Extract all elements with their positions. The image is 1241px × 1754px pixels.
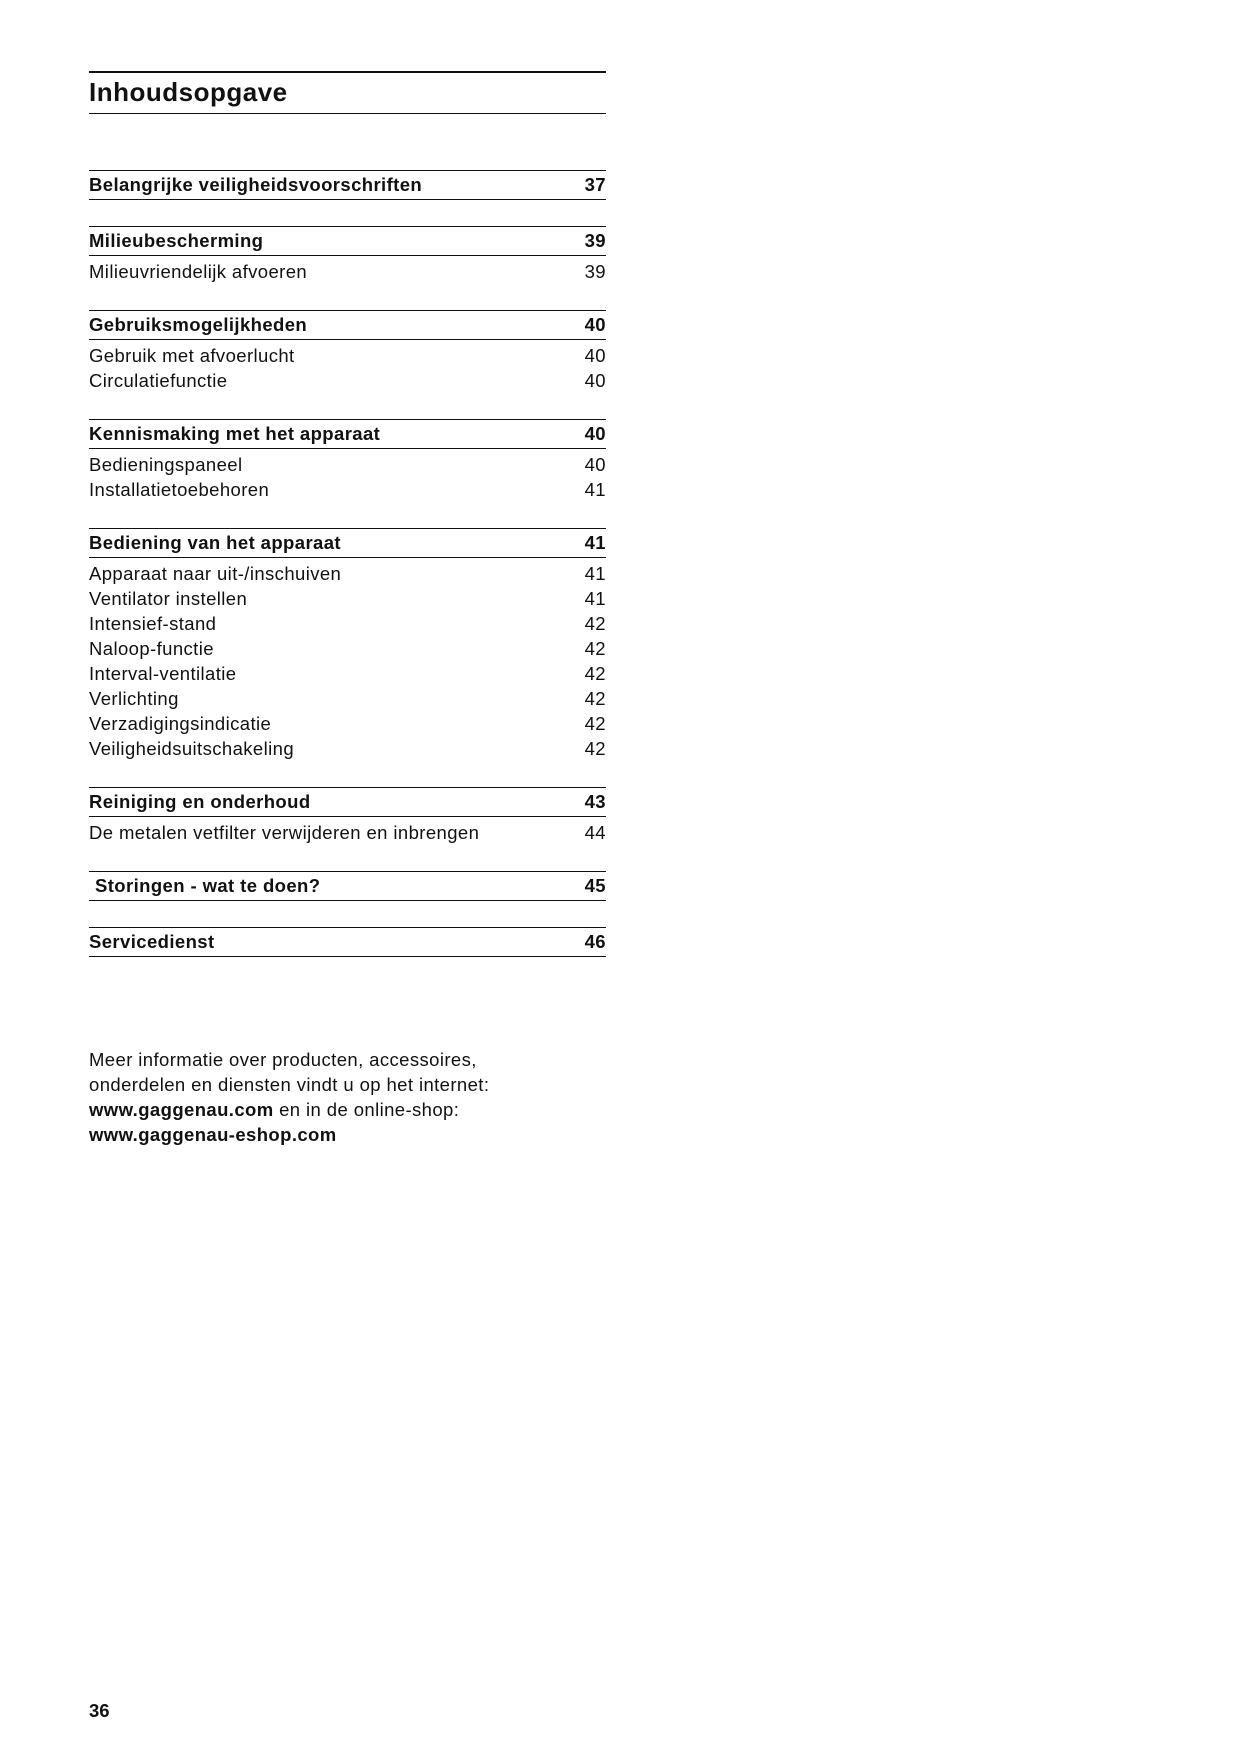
toc-section bbox=[89, 927, 606, 957]
toc-entry[interactable] bbox=[89, 259, 606, 284]
toc-entries bbox=[89, 340, 606, 393]
toc-section-title: Milieubescherming bbox=[89, 230, 264, 251]
toc-entry-page: 40 bbox=[584, 369, 606, 391]
toc-entry-label: Gebruik met afvoerlucht bbox=[89, 344, 295, 366]
toc-section-title: Kennismaking met het apparaat bbox=[89, 423, 381, 444]
toc-section bbox=[89, 787, 606, 845]
info-line bbox=[89, 1097, 609, 1122]
toc-entry-page: 44 bbox=[584, 821, 606, 843]
page-title: Inhoudsopgave bbox=[89, 77, 288, 107]
toc-section-title: Reiniging en onderhoud bbox=[89, 791, 311, 812]
info-line bbox=[89, 1122, 609, 1147]
toc-section-title: Belangrijke veiligheidsvoorschriften bbox=[89, 174, 423, 195]
toc-entry[interactable] bbox=[89, 561, 606, 586]
toc-entry-page: 40 bbox=[584, 344, 606, 366]
toc-section-page: 37 bbox=[584, 174, 606, 195]
toc-entry-page: 42 bbox=[584, 662, 606, 684]
toc-entry[interactable] bbox=[89, 586, 606, 611]
toc-entry[interactable] bbox=[89, 343, 606, 368]
toc-section-title: Storingen - wat te doen? bbox=[95, 875, 321, 896]
toc-entry-page: 42 bbox=[584, 687, 606, 709]
toc-section-page: 39 bbox=[584, 230, 606, 251]
toc-entry-label: Verlichting bbox=[89, 687, 179, 709]
toc-entries bbox=[89, 256, 606, 284]
toc-entry-page: 41 bbox=[584, 587, 606, 609]
toc-section-heading[interactable] bbox=[89, 787, 606, 817]
website-link[interactable]: www.gaggenau.com bbox=[89, 1099, 274, 1120]
info-line-text: en in de online-shop: bbox=[273, 1099, 460, 1120]
page-number: 36 bbox=[89, 1700, 110, 1721]
toc-section-heading[interactable] bbox=[89, 226, 606, 256]
toc-entry-page: 42 bbox=[584, 612, 606, 634]
toc-entry[interactable] bbox=[89, 711, 606, 736]
toc-section-page: 41 bbox=[584, 532, 606, 553]
toc-section-page: 40 bbox=[584, 423, 606, 444]
toc-section-heading[interactable] bbox=[89, 170, 606, 200]
title-block bbox=[89, 71, 606, 114]
toc-entry[interactable] bbox=[89, 661, 606, 686]
toc-section bbox=[89, 419, 606, 502]
toc-section bbox=[89, 528, 606, 761]
toc-entry-page: 41 bbox=[584, 562, 606, 584]
eshop-link[interactable]: www.gaggenau-eshop.com bbox=[89, 1124, 337, 1145]
toc-entry-label: Verzadigingsindicatie bbox=[89, 712, 272, 734]
toc-entry-label: Veiligheidsuitschakeling bbox=[89, 737, 295, 759]
toc-section-title: Gebruiksmogelijkheden bbox=[89, 314, 308, 335]
toc-section-heading[interactable] bbox=[89, 528, 606, 558]
toc-entry[interactable] bbox=[89, 686, 606, 711]
toc-section-heading[interactable] bbox=[89, 927, 606, 957]
toc-entry-label: Intensief-stand bbox=[89, 612, 217, 634]
toc-entry[interactable] bbox=[89, 477, 606, 502]
toc-section-title: Servicedienst bbox=[89, 931, 215, 952]
info-line: onderdelen en diensten vindt u op het internet: bbox=[89, 1074, 490, 1095]
toc-entry[interactable] bbox=[89, 611, 606, 636]
toc-section-page: 46 bbox=[584, 931, 606, 952]
toc-entry-label: Naloop-functie bbox=[89, 637, 214, 659]
toc-entries bbox=[89, 449, 606, 502]
toc-section bbox=[89, 226, 606, 284]
toc-entry-label: Circulatiefunctie bbox=[89, 369, 228, 391]
toc-entry-page: 42 bbox=[584, 737, 606, 759]
toc-entry-label: Interval-ventilatie bbox=[89, 662, 237, 684]
toc-entry[interactable] bbox=[89, 452, 606, 477]
toc-entries bbox=[89, 817, 606, 845]
toc-section-heading[interactable] bbox=[89, 310, 606, 340]
toc-entry[interactable] bbox=[89, 820, 606, 845]
toc-entries bbox=[89, 558, 606, 761]
toc-section-heading[interactable] bbox=[89, 871, 606, 901]
table-of-contents bbox=[89, 170, 606, 983]
toc-entry-page: 42 bbox=[584, 712, 606, 734]
info-line: Meer informatie over producten, accessoires, bbox=[89, 1049, 477, 1070]
toc-entry-label: Bedieningspaneel bbox=[89, 453, 243, 475]
toc-section-page: 40 bbox=[584, 314, 606, 335]
toc-section-heading[interactable] bbox=[89, 419, 606, 449]
toc-entry[interactable] bbox=[89, 368, 606, 393]
toc-section-title: Bediening van het apparaat bbox=[89, 532, 341, 553]
toc-section-page: 45 bbox=[584, 875, 606, 896]
toc-section bbox=[89, 310, 606, 393]
toc-entry-label: Installatietoebehoren bbox=[89, 478, 270, 500]
toc-entry-page: 42 bbox=[584, 637, 606, 659]
info-paragraph bbox=[89, 1047, 609, 1147]
toc-entry-label: Milieuvriendelijk afvoeren bbox=[89, 260, 308, 282]
toc-entry[interactable] bbox=[89, 736, 606, 761]
toc-section bbox=[89, 170, 606, 200]
toc-entry-page: 40 bbox=[584, 453, 606, 475]
toc-entry-page: 41 bbox=[584, 478, 606, 500]
toc-entry-page: 39 bbox=[584, 260, 606, 282]
toc-section bbox=[89, 871, 606, 901]
toc-entry-label: Apparaat naar uit-/inschuiven bbox=[89, 562, 342, 584]
toc-section-page: 43 bbox=[584, 791, 606, 812]
toc-entry-label: Ventilator instellen bbox=[89, 587, 248, 609]
toc-entry[interactable] bbox=[89, 636, 606, 661]
toc-entry-label: De metalen vetfilter verwijderen en inbrengen bbox=[89, 821, 480, 843]
